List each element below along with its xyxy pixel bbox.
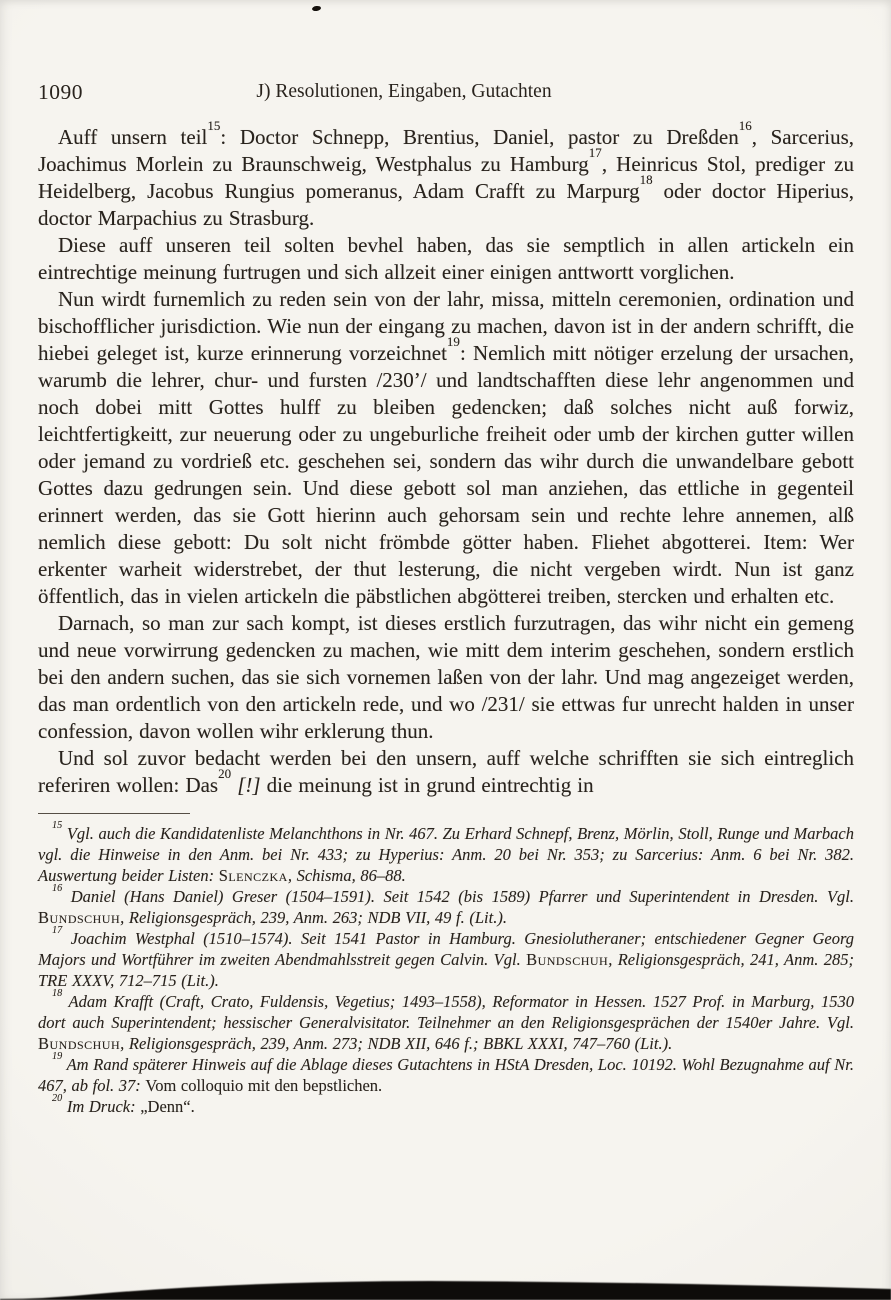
body-text bbox=[38, 118, 854, 799]
footnotes-block bbox=[38, 819, 854, 1117]
page-number: 1090 bbox=[38, 80, 83, 104]
body-paragraph: Und sol zuvor bedacht werden bei den unsern, auff welche schrifften sie sich eintreglich referiren wollen: Das$^{20}$ [!] die meinung ist in grund eintrechtig in bbox=[38, 746, 854, 797]
body-paragraph: Auff unsern teil$^{15}$: Doctor Schnepp, Brentius, Daniel, pastor zu Dreßden$^{16}$, Sarcerius, Joachimus Morlein zu Braunschweig, Westphalus zu Hamburg$^{17}$, Heinricus Stol, prediger zu Heidelberg, Jacobus Rungius pomeranus, Adam Crafft zu Marpurg$^{18}$ oder doctor Hiperius, doctor Marpachius zu Strasburg. bbox=[38, 118, 854, 230]
footnote: $^{19}$ Am Rand späterer Hinweis auf die Ablage dieses Gutachtens in HStA Dresden, Loc. 10192. Wohl Bezugnahme auf Nr. 467, ab fol. 37: Vom colloquio mit den bepstlichen. bbox=[38, 1050, 854, 1095]
body-paragraph: Nun wirdt furnemlich zu reden sein von der lahr, missa, mitteln ceremonien, ordination und bischofflicher jurisdiction. Wie nun der eingang zu machen, davon ist in der andern schrifft, die hiebei geleget ist, kurze erinnerung vorzeichnet$^{19}$: Nemlich mitt nötiger erzelung der ursachen, warumb die lehrer, chur- und fursten /230’/ und landtschafften diese lehr angenommen und noch dobei mitt Gottes hulff zu bleiben gedencken; daß solches nicht auß forwiz, leichtfertigkeitt, zur neuerung oder zu ungeburliche freiheit oder umb der kirchen gutter willen oder jemand zu vordrieß etc. geschehen sei, sondern das wihr durch die unwandelbare gebott Gottes dazu gedrungen sein. Und diese gebott sol man anziehen, das ettliche in gegenteil erinnert werden, das sie Gott hierinn auch gehorsam sein und rechte lehre annemen, alß nemlich diese gebott: Du solt nicht frömbde götter haben. Fliehet abgotterei. Item: Wer erkenter warheit widerstrebet, der thut lesterung, die nicht vergeben wirdt. Nun ist ganz öffentlich, das in vielen artickeln die päbstlichen abgötterei treiben, stercken und erhalten etc. bbox=[38, 287, 854, 608]
page-bottom-scan-shadow bbox=[0, 1270, 891, 1300]
running-title: J) Resolutionen, Eingaben, Gutachten bbox=[256, 81, 552, 102]
footnote: $^{17}$ Joachim Westphal (1510–1574). Seit 1541 Pastor in Hamburg. Gnesiolutheraner; entschiedener Gegner Georg Majors und Wortführer im zweiten Abendmahlsstreit gegen Calvin. Vgl. Bundschuh, Religionsgespräch, 241, Anm. 285; TRE XXXV, 712–715 (Lit.). bbox=[38, 924, 854, 990]
footnote-separator-rule bbox=[38, 813, 190, 814]
footnote: $^{18}$ Adam Krafft (Craft, Crato, Fuldensis, Vegetius; 1493–1558), Reformator in Hessen. 1527 Prof. in Marburg, 1530 dort auch Superintendent; hessischer Generalvisitator. Teilnehmer an den Religionsgesprächen der 1540er Jahre. Vgl. Bundschuh, Religionsgespräch, 239, Anm. 273; NDB XII, 646 f.; BBKL XXXI, 747–760 (Lit.). bbox=[38, 987, 854, 1053]
body-paragraph: Diese auff unseren teil solten bevhel haben, das sie semptlich in allen artickeln ein eintrechtige meinung furtrugen und sich allzeit einer einigen anttwortt vorglichen. bbox=[38, 233, 854, 284]
body-paragraph: Darnach, so man zur sach kompt, ist dieses erstlich furzutragen, das wihr nicht ein gemeng und neue vorwirrung gedencken zu machen, wie mitt dem interim geschehen, sondern erstlich bei den andern suchen, das sie sich vornemen laßen von der lahr. Und mag angezeiget werden, das man ordentlich von den artickeln rede, und wo /231/ sie ettwas fur unrecht halden in unser confession, davon wollen wihr erklerung thun. bbox=[38, 611, 854, 743]
page-header bbox=[38, 80, 854, 108]
footnote: $^{20}$ Im Druck: „Denn“. bbox=[52, 1092, 195, 1116]
footnote: $^{15}$ Vgl. auch die Kandidatenliste Melanchthons in Nr. 467. Zu Erhard Schnepf, Brenz, Mörlin, Stoll, Runge und Marbach vgl. die Hinweise in den Anm. bei Nr. 433; zu Hyperius: Anm. 20 bei Nr. 353; zu Sarcerius: Anm. 6 bei Nr. 382. Auswertung beider Listen: Slenczka, Schisma, 86–88. bbox=[38, 819, 854, 885]
footnote: $^{16}$ Daniel (Hans Daniel) Greser (1504–1591). Seit 1542 (bis 1589) Pfarrer und Superintendent in Dresden. Vgl. Bundschuh, Religionsgespräch, 239, Anm. 263; NDB VII, 49 f. (Lit.). bbox=[38, 882, 854, 927]
